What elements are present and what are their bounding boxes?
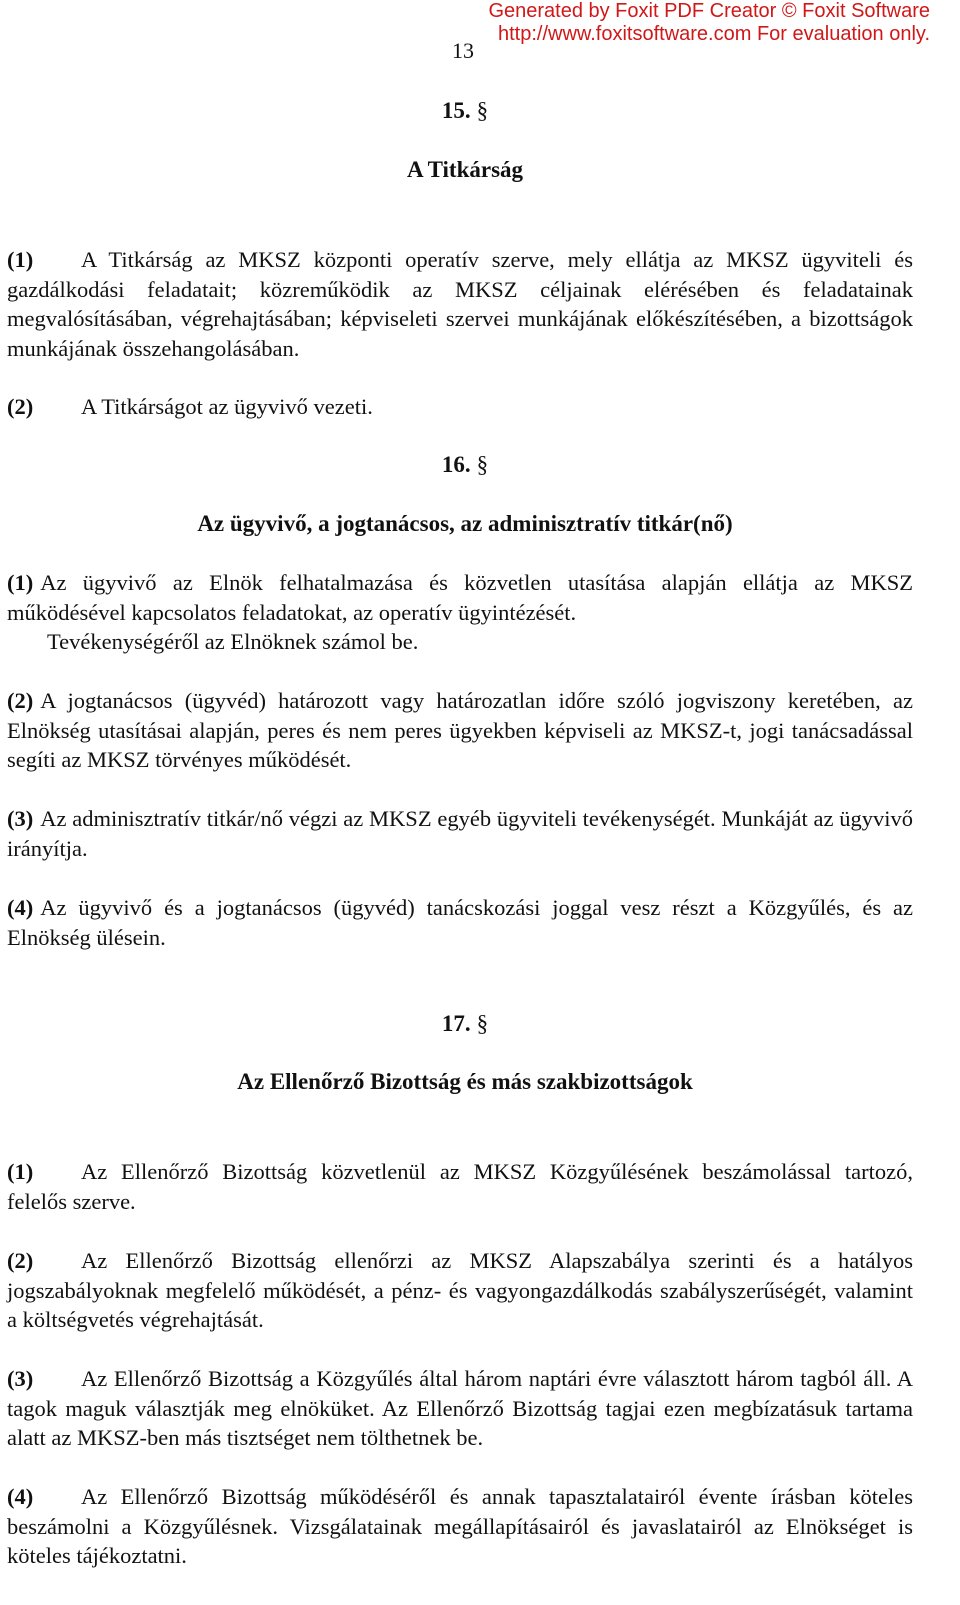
- section-15-number: 15. §: [441, 98, 489, 123]
- section-16-paragraph-4: (4) Az ügyvivő és a jogtanácsos (ügyvéd) tanácskozási joggal vesz részt a Közgyűlés, és az Elnökség ülésein.: [7, 895, 913, 950]
- section-17-number: 17. §: [441, 1011, 489, 1036]
- watermark-line-1: Generated by Foxit PDF Creator © Foxit Software: [488, 0, 930, 22]
- section-16-number: 16. §: [441, 452, 489, 477]
- section-17-paragraph-2: (2) Az Ellenőrző Bizottság ellenőrzi az MKSZ Alapszabálya szerinti és a hatályos jogszabályoknak megfelelő működését, a pénz- és vagyongazdálkodás szabályszerűségét, valamint a költségvetés végrehajtását.: [7, 1248, 913, 1332]
- section-17-paragraph-4: (4) Az Ellenőrző Bizottság működéséről és annak tapasztalatairól évente írásban köteles beszámolni a Közgyűlésnek. Vizsgálatainak megállapításairól és javaslatairól az Elnökséget is köteles tájékoztatni.: [7, 1484, 913, 1568]
- section-15-paragraph-2: (2) A Titkárságot az ügyvivő vezeti.: [7, 394, 373, 419]
- section-17-paragraph-1: (1) Az Ellenőrző Bizottság közvetlenül az MKSZ Közgyűlésének beszámolással tartozó, felelős szerve.: [7, 1159, 913, 1214]
- watermark-line-2: http://www.foxitsoftware.com For evaluation only.: [497, 23, 930, 45]
- section-17-title: Az Ellenőrző Bizottság és más szakbizottságok: [237, 1069, 693, 1094]
- section-16-title: Az ügyvivő, a jogtanácsos, az adminisztratív titkár(nő): [197, 511, 733, 536]
- section-16-paragraph-3: (3) Az adminisztratív titkár/nő végzi az MKSZ egyéb ügyviteli tevékenységét. Munkáját az ügyvivő irányítja.: [7, 806, 913, 861]
- section-16-paragraph-2: (2) A jogtanácsos (ügyvéd) határozott vagy határozatlan időre szóló jogviszony keretében, az Elnökség utasításai alapján, peres és nem peres ügyekben képviseli az MKSZ-t, jogi tanácsadással segíti az MKSZ törvényes működését.: [7, 688, 913, 772]
- section-17-paragraph-3: (3) Az Ellenőrző Bizottság a Közgyűlés által három naptári évre választott három tagból áll. A tagok maguk választják meg elnöküket. Az Ellenőrző Bizottság tagjai ezen megbízatásuk tartama alatt az MKSZ-ben más tisztséget nem tölthetnek be.: [7, 1366, 913, 1450]
- section-16-paragraph-1: (1) Az ügyvivő az Elnök felhatalmazása és közvetlen utasítása alapján ellátja az MKSZ működésével kapcsolatos feladatokat, az operatív ügyintézését. Tevékenységéről az Elnöknek számol be.: [7, 568, 913, 657]
- section-15-title: A Titkárság: [406, 157, 524, 182]
- foxit-watermark: [488, 0, 930, 46]
- section-16-paragraph-1-continuation: Tevékenységéről az Elnöknek számol be.: [47, 629, 419, 654]
- page-number: 13: [452, 38, 474, 63]
- section-15-paragraph-1: (1) A Titkárság az MKSZ központi operatív szerve, mely ellátja az MKSZ ügyviteli és gazdálkodási feladatait; közreműködik az MKSZ céljainak elérésében és feladatainak megvalósításában, végrehajtásában; képviseleti szervei munkájának előkészítésében, a bizottságok munkájának összehangolásában.: [7, 247, 913, 361]
